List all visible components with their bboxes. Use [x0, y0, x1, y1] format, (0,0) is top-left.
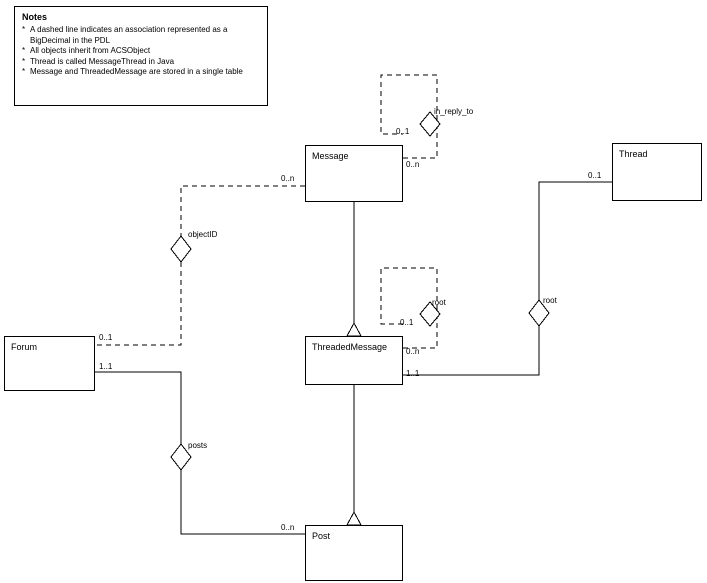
class-box-thread[interactable]	[612, 143, 702, 201]
class-name-thread: Thread	[619, 149, 648, 159]
association-label-in-reply-to: in_reply_to	[434, 107, 474, 116]
note-item: * Message and ThreadedMessage are stored in a single table	[22, 67, 260, 78]
generalization-arrow-post	[347, 512, 361, 525]
class-name-message: Message	[312, 151, 349, 161]
note-item: * A dashed line indicates an association represented as a BigDecimal in the PDL	[22, 25, 260, 46]
edge-forum-posts-upper	[95, 372, 181, 444]
multiplicity-message-objectid: 0..n	[281, 174, 295, 183]
class-box-post[interactable]	[305, 525, 403, 581]
generalization-arrow-threadedmessage	[347, 323, 361, 336]
edge-objectid-upper	[181, 186, 305, 236]
multiplicity-message-reply-bottom: 0..n	[406, 160, 420, 169]
association-label-root-right: root	[543, 296, 557, 305]
multiplicity-tm-root-bottom: 0..n	[406, 347, 420, 356]
class-name-post: Post	[312, 531, 331, 541]
edge-thread-root-upper	[539, 182, 612, 300]
multiplicity-tm-root-top: 0..1	[400, 318, 414, 327]
notes-title: Notes	[22, 12, 48, 22]
class-box-message[interactable]	[305, 145, 403, 202]
association-label-posts: posts	[188, 441, 208, 450]
multiplicity-thread-left: 0..1	[588, 171, 602, 180]
class-name-forum: Forum	[11, 342, 38, 352]
note-item: * All objects inherit from ACSObject	[22, 46, 260, 57]
class-name-threadedmessage: ThreadedMessage	[312, 342, 388, 352]
multiplicity-forum-bottom: 1..1	[99, 362, 113, 371]
association-label-objectid: objectID	[188, 230, 218, 239]
notes-list	[22, 25, 260, 78]
multiplicity-post-left: 0..n	[281, 523, 295, 532]
diamond-objectid	[171, 236, 191, 262]
multiplicity-message-reply-top: 0..1	[396, 127, 410, 136]
notes-box	[14, 6, 268, 106]
multiplicity-forum-top: 0..1	[99, 333, 113, 342]
note-item: * Thread is called MessageThread in Java	[22, 57, 260, 68]
multiplicity-tm-right: 1..1	[406, 369, 420, 378]
class-box-forum[interactable]	[4, 336, 95, 391]
edge-thread-root-lower	[403, 326, 539, 375]
association-label-root-left: root	[432, 298, 446, 307]
class-box-threadedmessage[interactable]	[305, 336, 403, 385]
